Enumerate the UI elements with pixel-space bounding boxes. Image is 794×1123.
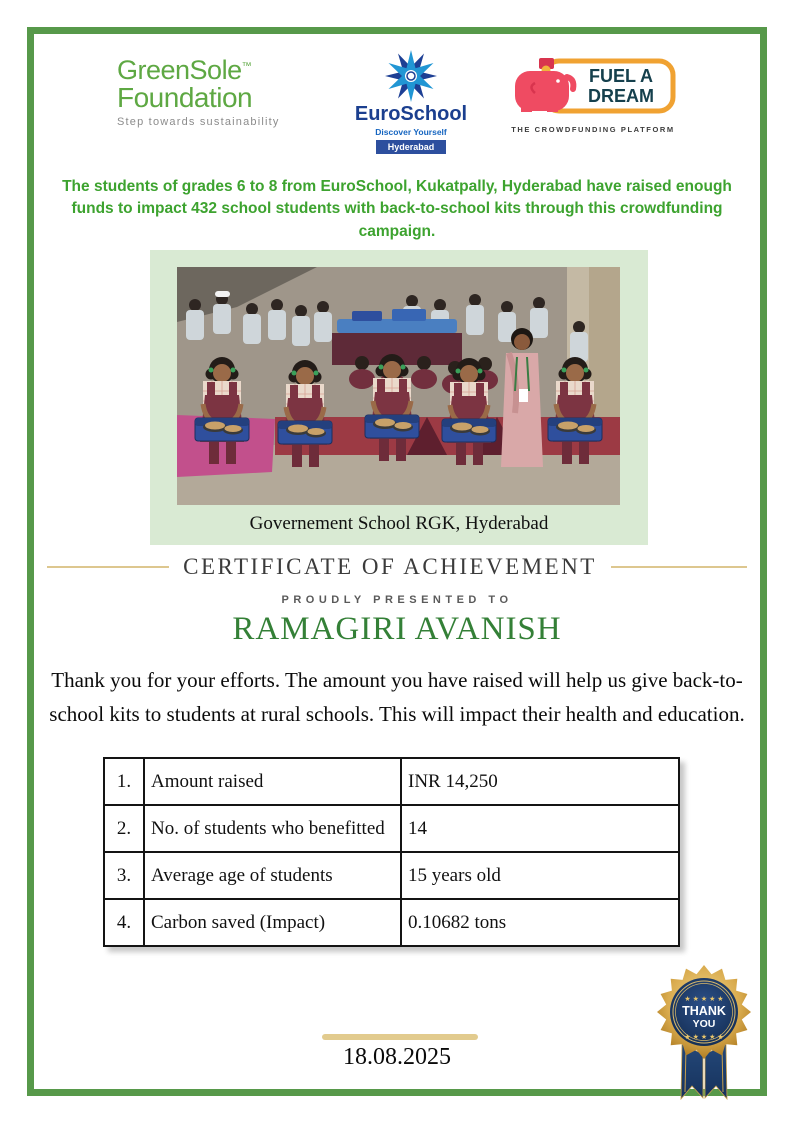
row-label: Amount raised [144, 758, 401, 805]
row-label: Carbon saved (Impact) [144, 899, 401, 946]
euroschool-star-icon [385, 50, 437, 102]
fad-line1: FUEL A [588, 66, 654, 86]
certificate-title: CERTIFICATE OF ACHIEVEMENT [183, 554, 597, 579]
fad-line2: DREAM [588, 86, 654, 106]
greensole-foundation-logo [117, 57, 302, 128]
euroschool-city-badge: Hyderabad [376, 140, 447, 154]
row-number: 3. [104, 852, 144, 899]
photo-caption: Governement School RGK, Hyderabad [249, 513, 549, 534]
photo-panel [150, 250, 648, 545]
table-row [104, 758, 679, 805]
row-value: 0.10682 tons [401, 899, 679, 946]
table-row [104, 899, 679, 946]
badge-stars-bottom: ★ ★ ★ ★ ★ [684, 1034, 724, 1041]
thank-you-message: Thank you for your efforts. The amount you have raised will help us give back-to-school kits to students at rural schools. This will impact their health and education. [49, 668, 745, 726]
fuel-a-dream-logo [505, 53, 681, 134]
badge-you: YOU [692, 1018, 716, 1030]
recipient-name: RAMAGIRI AVANISH [232, 611, 562, 647]
greensole-tagline: Step towards sustainability [117, 116, 280, 128]
certificate-title-row [0, 554, 794, 580]
greensole-logo-name [117, 57, 302, 84]
greensole-logo-line2: Foundation [117, 82, 253, 113]
intro-statement: The students of grades 6 to 8 from EuroSchool, Kukatpally, Hyderabad have raised enough funds to impact 432 school students with back-to-school kits through this crowdfunding campaign. [62, 178, 732, 240]
trademark-symbol: ™ [241, 61, 252, 72]
row-label: Average age of students [144, 852, 401, 899]
students-photo [177, 267, 620, 505]
row-value: INR 14,250 [401, 758, 679, 805]
table-row [104, 852, 679, 899]
badge-thank: THANK [682, 1004, 726, 1018]
badge-stars-top: ★ ★ ★ ★ ★ [684, 996, 724, 1003]
date-rule [322, 1034, 478, 1040]
row-number: 2. [104, 805, 144, 852]
euroschool-tagline: Discover Yourself [375, 127, 447, 137]
fuel-a-dream-elephant-icon [505, 53, 681, 117]
thank-you-badge-icon [649, 962, 759, 1102]
euroschool-name: EuroSchool [354, 103, 468, 125]
row-value: 14 [401, 805, 679, 852]
row-value: 15 years old [401, 852, 679, 899]
title-rule-right [611, 566, 747, 568]
greensole-name-text: GreenSole [117, 55, 242, 85]
row-label: No. of students who benefitted [144, 805, 401, 852]
row-number: 1. [104, 758, 144, 805]
euroschool-logo [350, 50, 472, 155]
title-rule-left [47, 566, 169, 568]
impact-table [103, 757, 680, 947]
table-row [104, 805, 679, 852]
row-number: 4. [104, 899, 144, 946]
fad-tagline: THE CROWDFUNDING PLATFORM [511, 125, 675, 134]
presented-to-label: PROUDLY PRESENTED TO [281, 594, 513, 606]
certificate-date: 18.08.2025 [343, 1044, 451, 1070]
